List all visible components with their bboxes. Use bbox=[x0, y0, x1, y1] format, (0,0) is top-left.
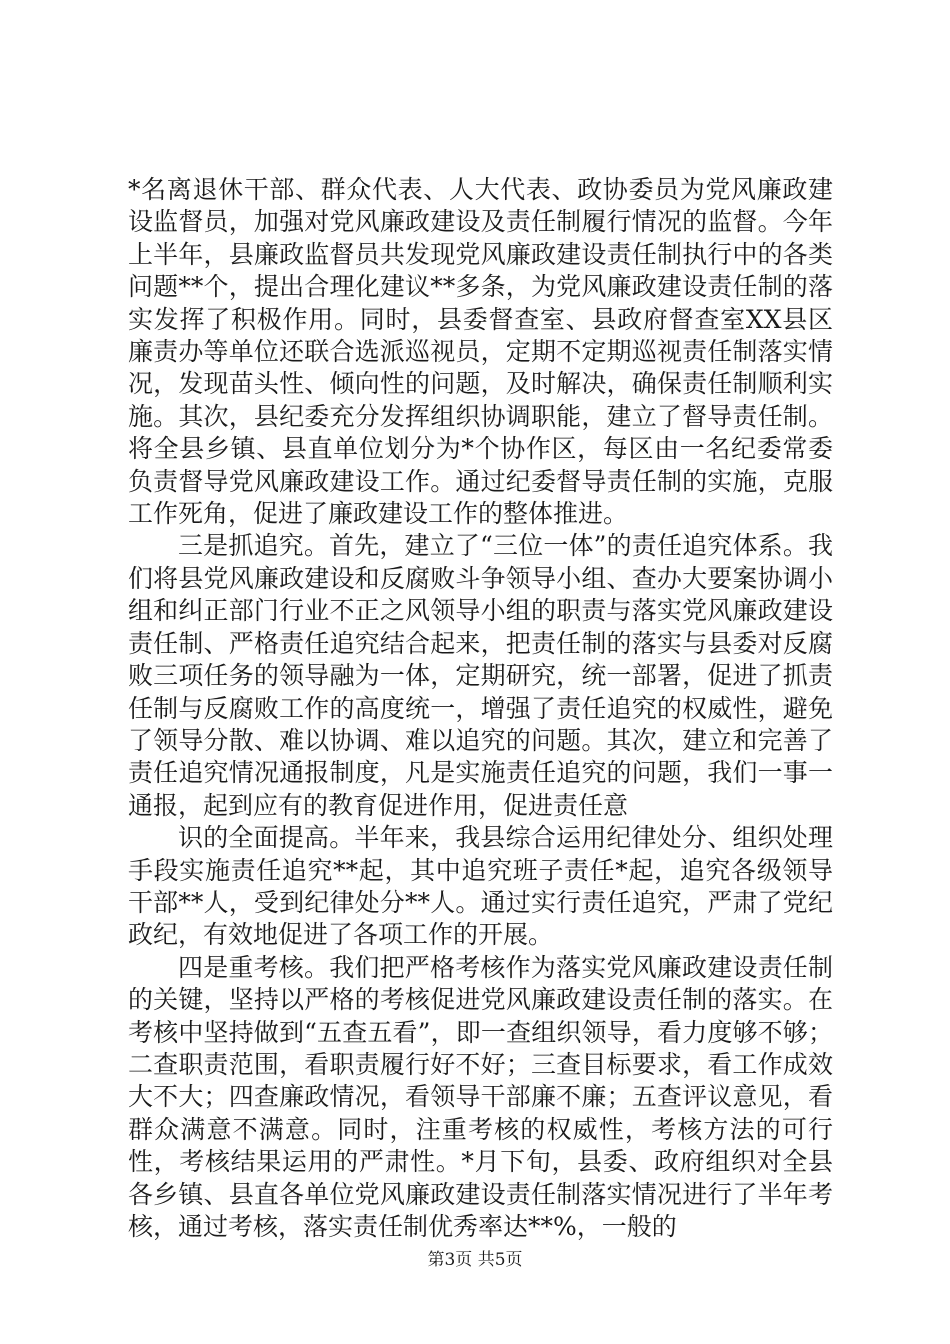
paragraph-3: 识的全面提高。半年来，我县综合运用纪律处分、组织处理手段实施责任追究**起，其中追究班子责任*起，追究各级领导干部**人，受到纪律处分**人。通过实行责任追究，严肃了党纪政纪，有效地促进了各项工作的开展。 bbox=[128, 823, 833, 950]
document-body bbox=[128, 174, 833, 1243]
paragraph-1: *名离退休干部、群众代表、人大代表、政协委员为党风廉政建设监督员，加强对党风廉政建设及责任制履行情况的监督。今年上半年，县廉政监督员共发现党风廉政建设责任制执行中的各类问题**个，提出合理化建议**多条，为党风廉政建设责任制的落实发挥了积极作用。同时，县委督查室、县政府督查室XX县区廉责办等单位还联合选派巡视员，定期不定期巡视责任制落实情况，发现苗头性、倾向性的问题，及时解决，确保责任制顺利实施。其次，县纪委充分发挥组织协调职能，建立了督导责任制。将全县乡镇、县直单位划分为*个协作区，每区由一名纪委常委负责督导党风廉政建设工作。通过纪委督导责任制的实施，克服工作死角，促进了廉政建设工作的整体推进。 bbox=[128, 175, 833, 529]
page-number-footer: 第3页 共5页 bbox=[427, 1250, 523, 1270]
paragraph-4: 四是重考核。我们把严格考核作为落实党风廉政建设责任制的关键，坚持以严格的考核促进党风廉政建设责任制的落实。在考核中坚持做到“五查五看”，即一查组织领导，看力度够不够；二查职责范围，看职责履行好不好；三查目标要求，看工作成效大不大；四查廉政情况，看领导干部廉不廉；五查评议意见，看群众满意不满意。同时，注重考核的权威性，考核方法的可行性，考核结果运用的严肃性。*月下旬，县委、政府组织对全县各乡镇、县直各单位党风廉政建设责任制落实情况进行了半年考核，通过考核，落实责任制优秀率达**%，一般的 bbox=[128, 952, 833, 1241]
paragraph-2: 三是抓追究。首先，建立了“三位一体”的责任追究体系。我们将县党风廉政建设和反腐败斗争领导小组、查办大要案协调小组和纠正部门行业不正之风领导小组的职责与落实党风廉政建设责任制、严格责任追究结合起来，把责任制的落实与县委对反腐败三项任务的领导融为一体，定期研究，统一部署，促进了抓责任制与反腐败工作的高度统一，增强了责任追究的权威性，避免了领导分散、难以协调、难以追究的问题。其次，建立和完善了责任追究情况通报制度，凡是实施责任追究的问题，我们一事一通报，起到应有的教育促进作用，促进责任意 bbox=[128, 531, 833, 820]
